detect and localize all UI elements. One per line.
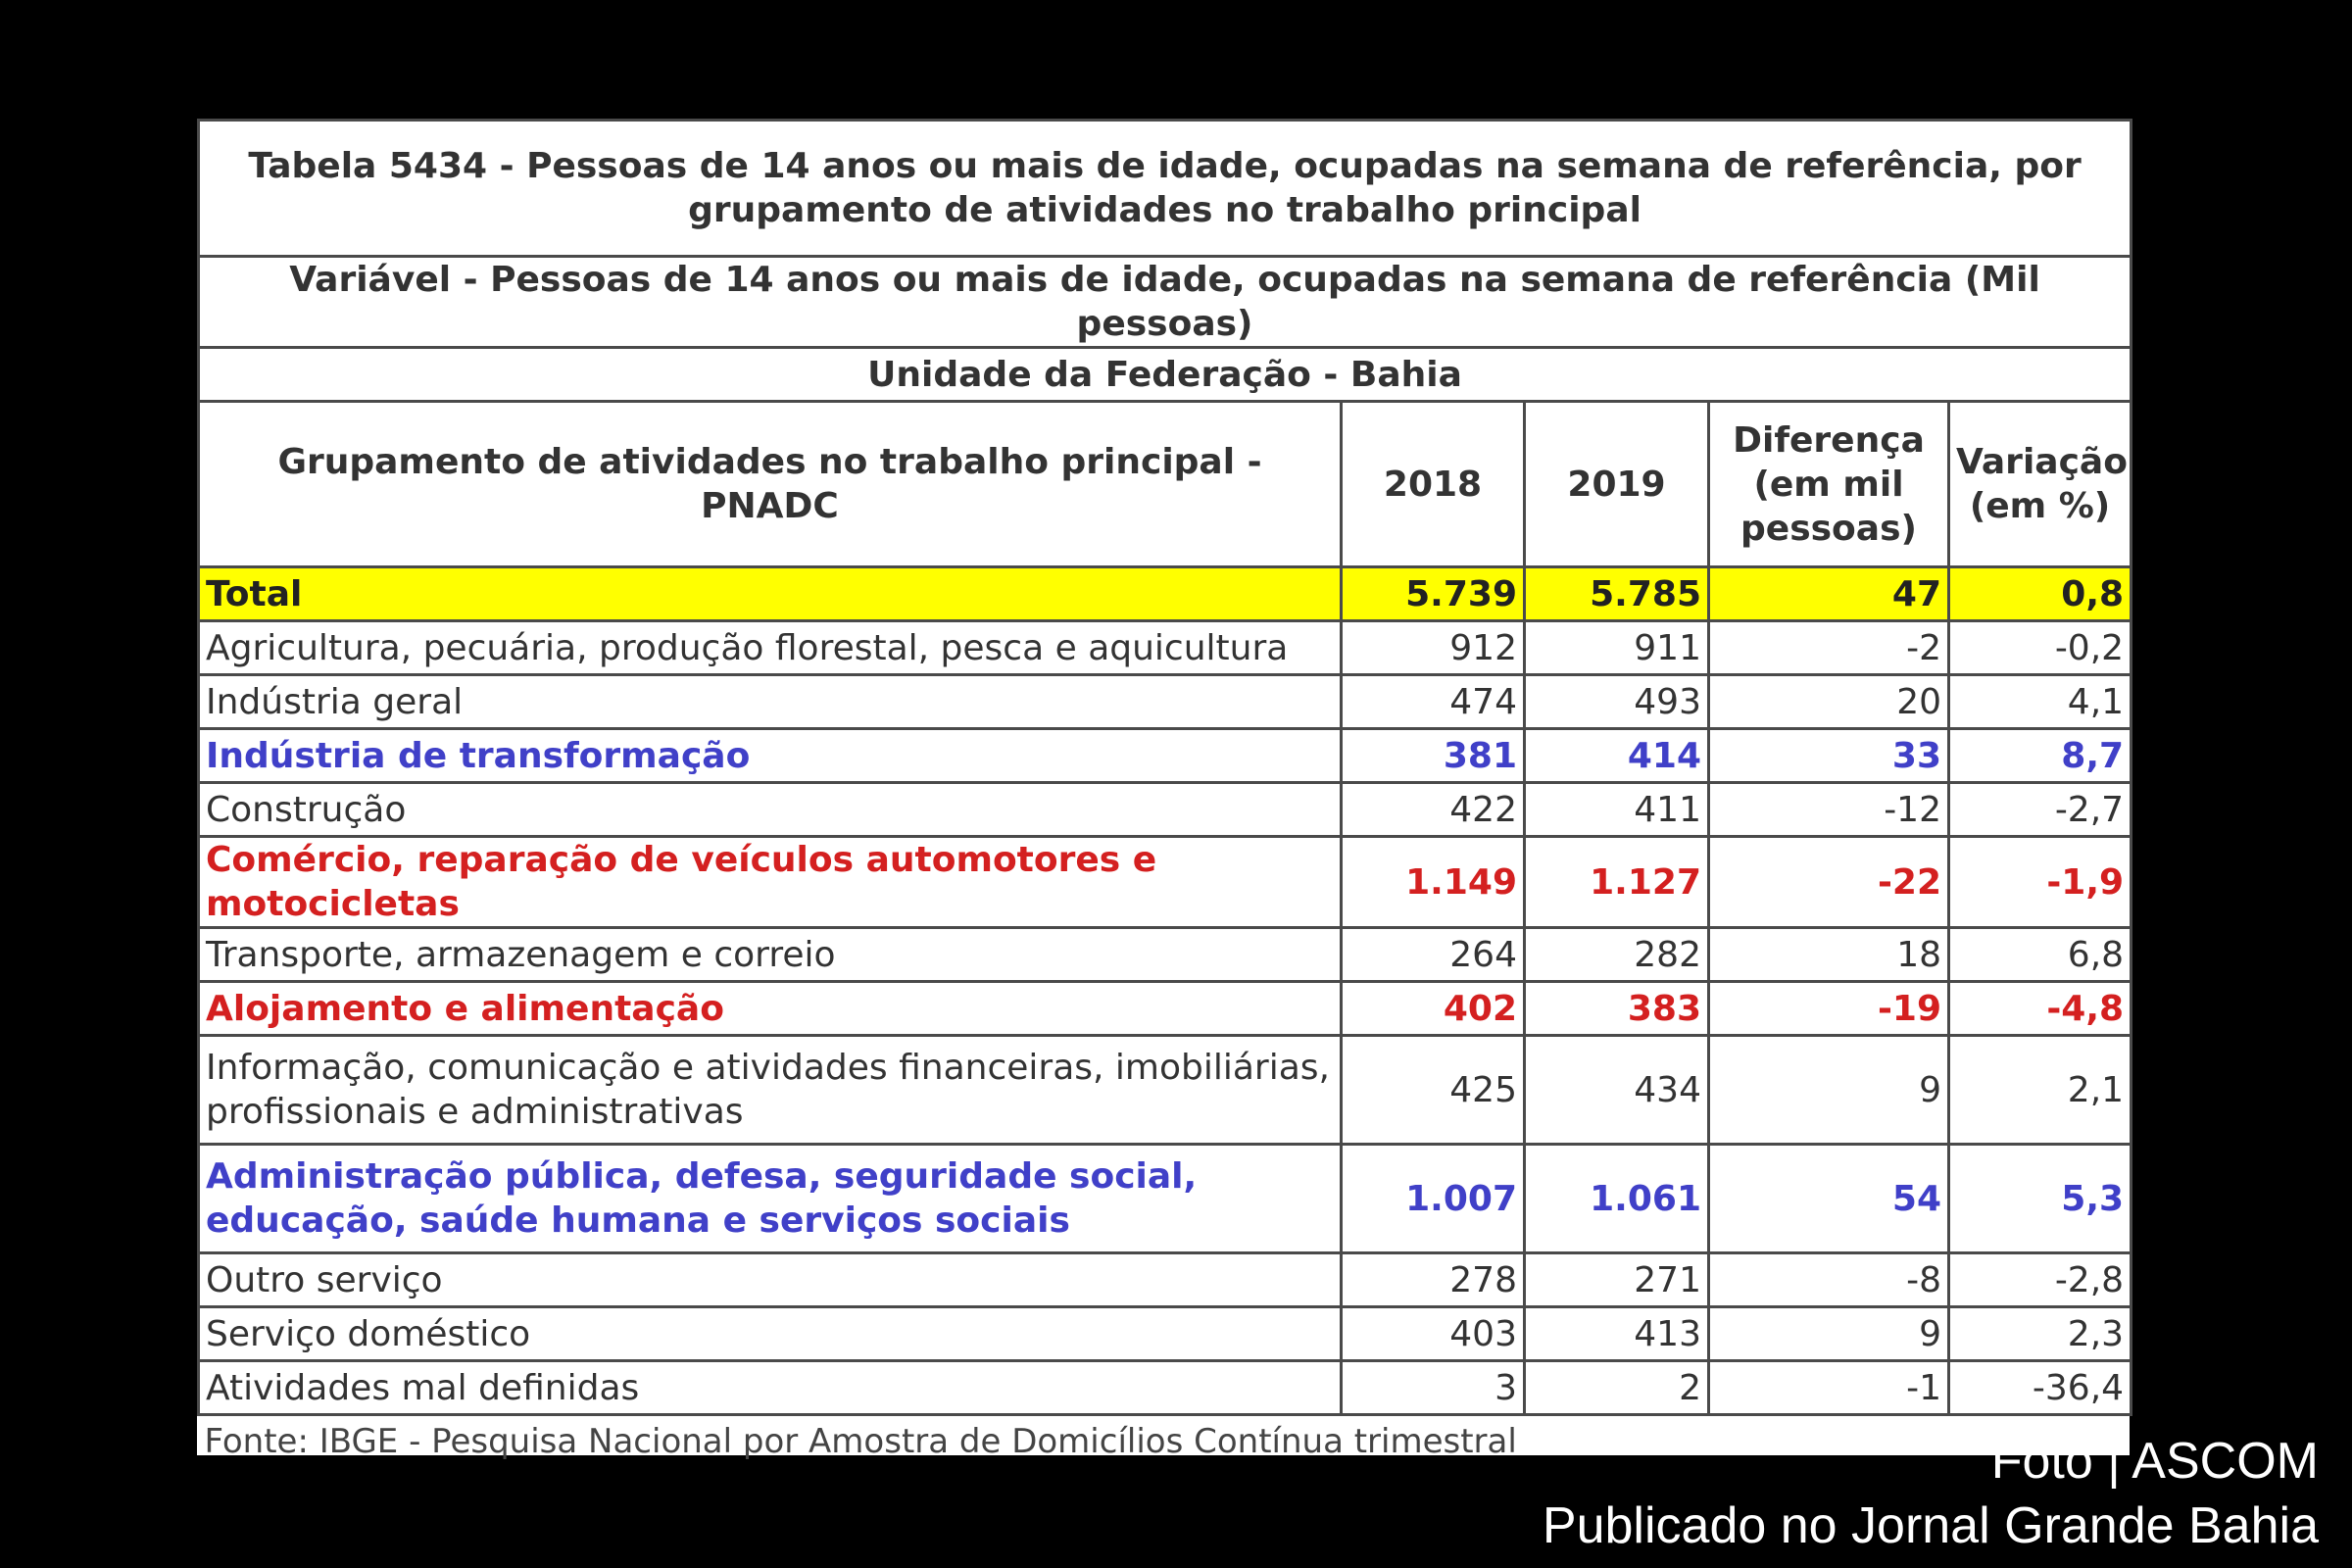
table-title-row	[199, 121, 2132, 257]
cell-2019: 493	[1525, 675, 1709, 729]
table-unit: Unidade da Federação - Bahia	[199, 348, 2132, 402]
cell-variation: 2,3	[1949, 1307, 2132, 1361]
cell-difference: 20	[1709, 675, 1949, 729]
cell-2019: 1.061	[1525, 1145, 1709, 1253]
cell-variation: -2,7	[1949, 783, 2132, 837]
table-row	[199, 729, 2132, 783]
header-group: Grupamento de atividades no trabalho principal - PNADC	[199, 402, 1342, 567]
table-row	[199, 1253, 2132, 1307]
cell-2019: 413	[1525, 1307, 1709, 1361]
cell-activity: Atividades mal definidas	[199, 1361, 1342, 1415]
cell-2018: 278	[1342, 1253, 1525, 1307]
table-row	[199, 675, 2132, 729]
cell-variation: 8,7	[1949, 729, 2132, 783]
cell-activity: Serviço doméstico	[199, 1307, 1342, 1361]
table-row	[199, 1361, 2132, 1415]
cell-activity: Informação, comunicação e atividades financeiras, imobiliárias, profissionais e administrativas	[199, 1036, 1342, 1145]
cell-difference: -2	[1709, 621, 1949, 675]
cell-difference: -19	[1709, 982, 1949, 1036]
cell-2019: 911	[1525, 621, 1709, 675]
image-credits	[1543, 1429, 2319, 1558]
publication-credit: Publicado no Jornal Grande Bahia	[1542, 1497, 2319, 1554]
cell-2019: 434	[1525, 1036, 1709, 1145]
cell-difference: 9	[1709, 1307, 1949, 1361]
header-variation: Variação (em %)	[1949, 402, 2132, 567]
cell-activity: Construção	[199, 783, 1342, 837]
table-row	[199, 982, 2132, 1036]
cell-difference: 9	[1709, 1036, 1949, 1145]
cell-2019: 5.785	[1525, 567, 1709, 621]
cell-2019: 282	[1525, 928, 1709, 982]
cell-difference: 33	[1709, 729, 1949, 783]
table-row	[199, 1036, 2132, 1145]
cell-2019: 411	[1525, 783, 1709, 837]
cell-activity: Comércio, reparação de veículos automotores e motocicletas	[199, 837, 1342, 928]
cell-variation: 0,8	[1949, 567, 2132, 621]
cell-difference: 47	[1709, 567, 1949, 621]
cell-variation: -4,8	[1949, 982, 2132, 1036]
cell-activity: Total	[199, 567, 1342, 621]
table-row	[199, 621, 2132, 675]
cell-variation: 6,8	[1949, 928, 2132, 982]
cell-2018: 264	[1342, 928, 1525, 982]
table-unit-row	[199, 348, 2132, 402]
cell-difference: 18	[1709, 928, 1949, 982]
table-row	[199, 567, 2132, 621]
employment-table	[197, 119, 2132, 1467]
cell-2018: 3	[1342, 1361, 1525, 1415]
header-2018: 2018	[1342, 402, 1525, 567]
cell-activity: Indústria de transformação	[199, 729, 1342, 783]
cell-activity: Indústria geral	[199, 675, 1342, 729]
table-row	[199, 1145, 2132, 1253]
table-source: Fonte: IBGE - Pesquisa Nacional por Amostra de Domicílios Contínua trimestral	[199, 1415, 2132, 1468]
cell-variation: -36,4	[1949, 1361, 2132, 1415]
cell-2018: 1.007	[1342, 1145, 1525, 1253]
cell-variation: 5,3	[1949, 1145, 2132, 1253]
cell-2018: 5.739	[1342, 567, 1525, 621]
cell-difference: 54	[1709, 1145, 1949, 1253]
table-variable: Variável - Pessoas de 14 anos ou mais de idade, ocupadas na semana de referência (Mil pessoas)	[199, 257, 2132, 348]
table-row	[199, 1307, 2132, 1361]
cell-2019: 383	[1525, 982, 1709, 1036]
header-2019: 2019	[1525, 402, 1709, 567]
table-variable-row	[199, 257, 2132, 348]
table-title: Tabela 5434 - Pessoas de 14 anos ou mais de idade, ocupadas na semana de referência, por grupamento de atividades no trabalho principal	[199, 121, 2132, 257]
cell-2018: 474	[1342, 675, 1525, 729]
cell-2019: 414	[1525, 729, 1709, 783]
cell-variation: 4,1	[1949, 675, 2132, 729]
cell-2019: 271	[1525, 1253, 1709, 1307]
cell-difference: -22	[1709, 837, 1949, 928]
cell-2018: 912	[1342, 621, 1525, 675]
header-difference: Diferença (em mil pessoas)	[1709, 402, 1949, 567]
cell-variation: 2,1	[1949, 1036, 2132, 1145]
cell-activity: Transporte, armazenagem e correio	[199, 928, 1342, 982]
table-row	[199, 783, 2132, 837]
data-table-image	[197, 119, 2130, 1461]
cell-activity: Outro serviço	[199, 1253, 1342, 1307]
cell-variation: -1,9	[1949, 837, 2132, 928]
cell-variation: -0,2	[1949, 621, 2132, 675]
cell-2019: 1.127	[1525, 837, 1709, 928]
cell-2019: 2	[1525, 1361, 1709, 1415]
table-row	[199, 928, 2132, 982]
cell-2018: 425	[1342, 1036, 1525, 1145]
cell-2018: 422	[1342, 783, 1525, 837]
cell-variation: -2,8	[1949, 1253, 2132, 1307]
cell-difference: -8	[1709, 1253, 1949, 1307]
cell-2018: 403	[1342, 1307, 1525, 1361]
cell-activity: Administração pública, defesa, seguridade social, educação, saúde humana e serviços sociais	[199, 1145, 1342, 1253]
photo-credit: Foto | ASCOM	[1990, 1433, 2319, 1490]
cell-difference: -1	[1709, 1361, 1949, 1415]
cell-activity: Alojamento e alimentação	[199, 982, 1342, 1036]
cell-2018: 381	[1342, 729, 1525, 783]
cell-2018: 402	[1342, 982, 1525, 1036]
cell-2018: 1.149	[1342, 837, 1525, 928]
cell-activity: Agricultura, pecuária, produção florestal, pesca e aquicultura	[199, 621, 1342, 675]
cell-difference: -12	[1709, 783, 1949, 837]
column-header-row	[199, 402, 2132, 567]
table-row	[199, 837, 2132, 928]
